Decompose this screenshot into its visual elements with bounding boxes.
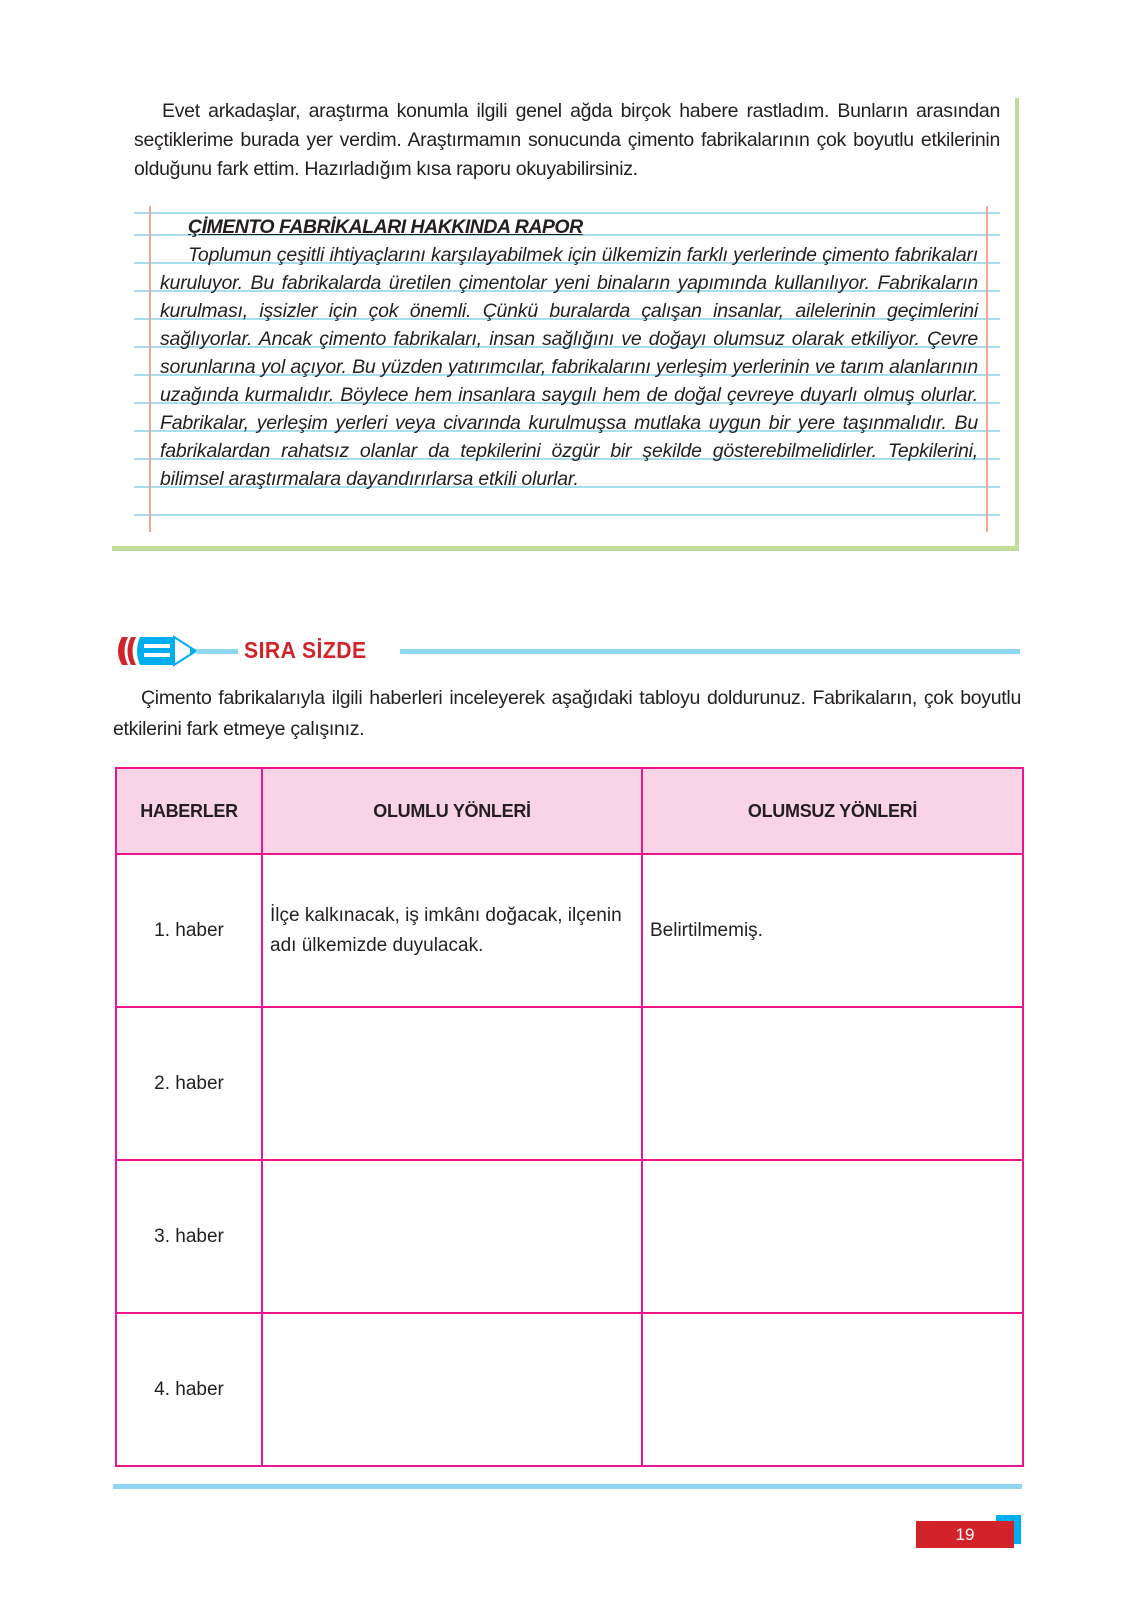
frame-border-right: [1015, 98, 1019, 551]
negative-cell[interactable]: Belirtilmemiş.: [642, 854, 1023, 1007]
report-body-text: Toplumun çeşitli ihtiyaçlarını karşılayabilmek için ülkemizin farklı yerlerinde çimento fabrikaları kuruluyor. Bu fabrikalarda üretilen çimentolar yeni binaların yapımında kullanılıyor. Fabrikaların kurulması, işsizler için çok önemli. Çünkü buralarda çalışan insanlar, ailelerinin geçimlerini sağlıyorlar. Ancak çimento fabrikaları, insan sağlığını ve doğayı olumsuz olarak etkiliyor. Çevre sorunlarına yol açıyor. Bu yüzden yatırımcılar, fabrikalarını yerleşim yerlerinin ve tarım alanlarının uzağında kurmalıdır. Böylece hem insanlara saygılı hem de doğal çevreye duyarlı olmuş olurlar. Fabrikalar, yerleşim yerleri veya civarında kurulmuşsa mutlaka uygun bir yere taşınmalıdır. Bu fabrikalardan rahatsız olanlar da tepkilerini özgür bir şekilde gösterebilmelidirler. Tepkilerini, bilimsel araştırmalara dayandırırlarsa etkili olurlar.: [160, 244, 978, 490]
report-notebook: [134, 206, 1000, 532]
intro-text: Evet arkadaşlar, araştırma konumla ilgili genel ağda birçok habere rastladım. Bunların arasından seçtiklerime burada yer verdim. Araştırmamın sonucunda çimento fabrikalarının çok boyutlu etkilerinin olduğunu fark ettim. Hazırladığım kısa raporu okuyabilirsiniz.: [134, 100, 1000, 180]
news-label: 3. haber: [116, 1160, 262, 1313]
positive-cell[interactable]: [262, 1160, 642, 1313]
report-title: ÇİMENTO FABRİKALARI HAKKINDA RAPOR: [188, 216, 583, 238]
instruction-text: Çimento fabrikalarıyla ilgili haberleri inceleyerek aşağıdaki tabloyu doldurunuz. Fabrikaların, çok boyutlu etkilerini fark etmeye çalışınız.: [113, 687, 1021, 740]
positive-cell[interactable]: İlçe kalkınacak, iş imkânı doğacak, ilçenin adı ülkemizde duyulacak.: [262, 854, 642, 1007]
footer-rule: [113, 1484, 1022, 1489]
news-label: 4. haber: [116, 1313, 262, 1466]
pencil-icon: [112, 633, 242, 669]
activity-heading: [112, 633, 1022, 669]
notebook-margin-right: [986, 206, 988, 532]
activity-instruction: [113, 683, 1021, 745]
notebook-margin-left: [149, 206, 151, 532]
intro-paragraph: [134, 97, 1000, 184]
table-row: [116, 1007, 1023, 1160]
news-analysis-table: [115, 767, 1024, 1467]
activity-title: SIRA SİZDE: [244, 637, 367, 663]
report-content: [160, 213, 978, 493]
negative-cell[interactable]: [642, 1313, 1023, 1466]
positive-cell[interactable]: [262, 1007, 642, 1160]
table-row: [116, 1313, 1023, 1466]
page-number: 19: [916, 1521, 1014, 1548]
notebook-rule: [134, 514, 1000, 516]
table-row: [116, 854, 1023, 1007]
column-header-negative: OLUMSUZ YÖNLERİ: [642, 768, 1023, 854]
table-header-row: [116, 768, 1023, 854]
report-body: [160, 241, 978, 493]
news-label: 2. haber: [116, 1007, 262, 1160]
column-header-positive: OLUMLU YÖNLERİ: [262, 768, 642, 854]
column-header-news: HABERLER: [116, 768, 262, 854]
frame-border-bottom: [112, 546, 1019, 551]
news-label: 1. haber: [116, 854, 262, 1007]
table-row: [116, 1160, 1023, 1313]
negative-cell[interactable]: [642, 1160, 1023, 1313]
positive-cell[interactable]: [262, 1313, 642, 1466]
negative-cell[interactable]: [642, 1007, 1023, 1160]
heading-rule: [400, 649, 1020, 654]
